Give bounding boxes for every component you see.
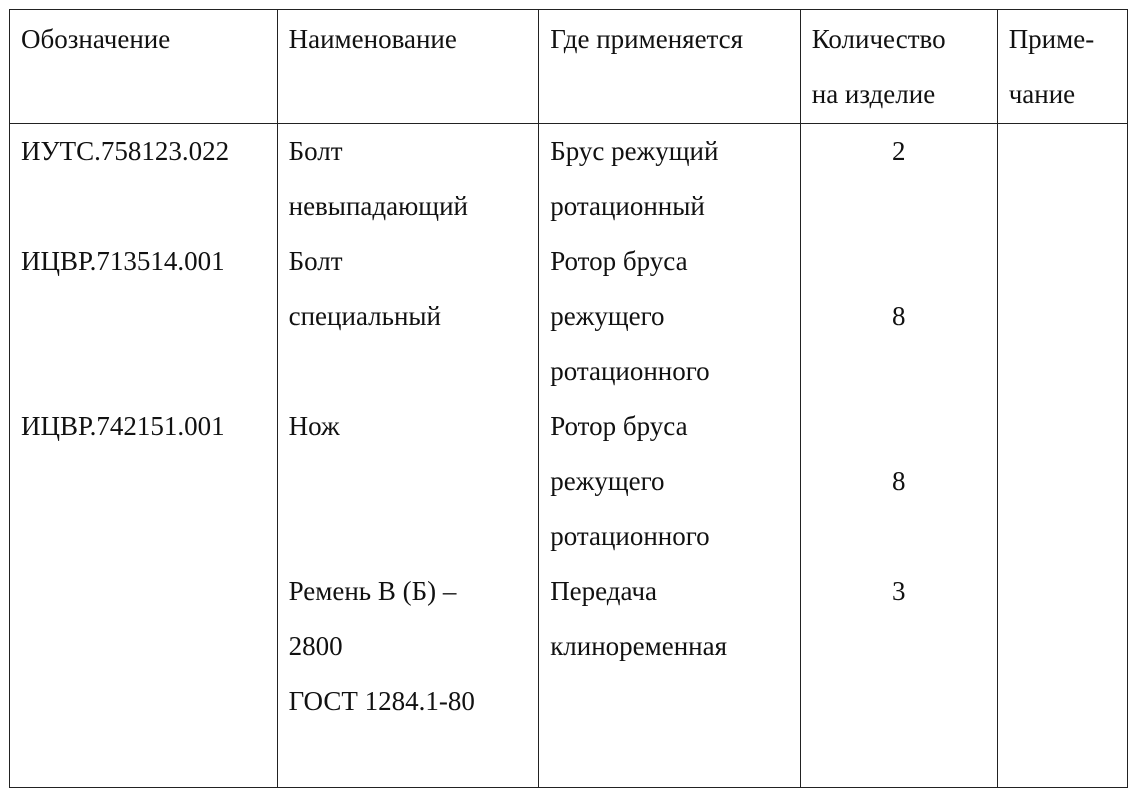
header-note-line1: Приме- <box>1008 24 1095 54</box>
name-cell: Нож <box>277 399 539 564</box>
where-used-cell: Ротор бруса режущего ротационного <box>539 234 801 399</box>
table-row <box>10 234 1128 399</box>
where-used-cell: Брус режущий ротационный <box>539 124 801 235</box>
name-cell: Болт невыпадающий <box>277 124 539 235</box>
quantity-cell: 3 <box>800 564 997 788</box>
note-cell <box>997 124 1127 235</box>
designation-cell <box>10 564 278 788</box>
quantity-cell: 2 <box>800 124 997 235</box>
table-row <box>10 124 1128 235</box>
quantity-cell: 8 <box>800 399 997 564</box>
header-name: Наименование <box>277 10 539 124</box>
name-cell: Болт специальный <box>277 234 539 399</box>
header-quantity-line2: на изделие <box>811 79 936 109</box>
designation-cell: ИЦВР.713514.001 <box>10 234 278 399</box>
designation-cell: ИУТС.758123.022 <box>10 124 278 235</box>
designation-cell: ИЦВР.742151.001 <box>10 399 278 564</box>
table-row <box>10 564 1128 788</box>
table-row <box>10 399 1128 564</box>
header-designation: Обозначение <box>10 10 278 124</box>
where-used-cell: Передача клиноременная <box>539 564 801 788</box>
where-used-cell: Ротор бруса режущего ротационного <box>539 399 801 564</box>
note-cell <box>997 234 1127 399</box>
header-note <box>997 10 1127 124</box>
note-cell <box>997 399 1127 564</box>
header-note-line2: чание <box>1008 79 1076 109</box>
header-quantity <box>800 10 997 124</box>
header-row <box>10 10 1128 124</box>
note-cell <box>997 564 1127 788</box>
header-where-used: Где применяется <box>539 10 801 124</box>
quantity-cell: 8 <box>800 234 997 399</box>
name-cell: Ремень В (Б) – 2800 ГОСТ 1284.1-80 <box>277 564 539 788</box>
specification-table <box>9 9 1128 788</box>
header-quantity-line1: Количество <box>811 24 946 54</box>
